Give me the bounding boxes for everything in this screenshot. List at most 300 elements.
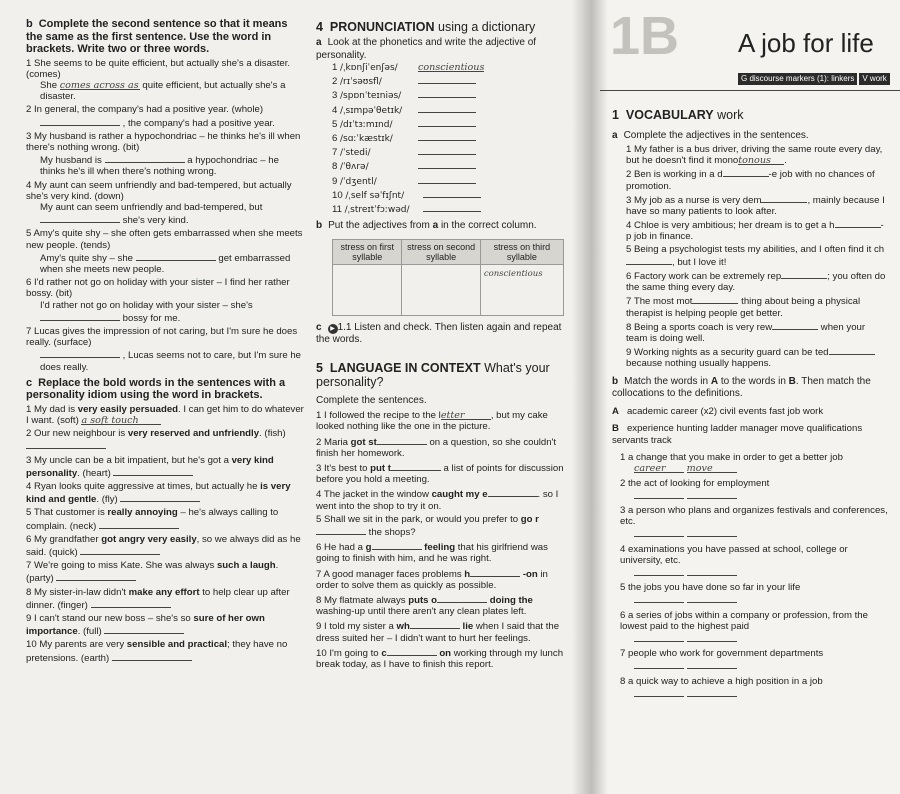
phonetic-row (332, 117, 564, 131)
sentence-end: the shops? (366, 527, 416, 539)
item-number: 5 (316, 513, 325, 525)
adjective-blank[interactable] (418, 74, 476, 84)
answer-start: My husband is (40, 155, 105, 167)
language-item (316, 567, 564, 591)
sentence-end: , so we always did as he said. (quick) (26, 533, 301, 559)
collocation-blank-1[interactable] (634, 659, 684, 669)
item-number: 6 (332, 133, 341, 145)
sentence-end: . (fly) (96, 494, 121, 506)
bold-phrase: very kind personality (26, 454, 274, 479)
bold-phrase: c (381, 647, 387, 659)
idiom-blank[interactable] (99, 519, 179, 529)
adjective-blank[interactable]: tonous (738, 155, 784, 165)
exercise-c-item (26, 560, 304, 584)
exercise-b-item (26, 228, 304, 275)
word-blank[interactable] (470, 567, 520, 577)
idiom-blank[interactable] (112, 651, 192, 661)
item-number: 3 (26, 454, 35, 466)
stress-header-1: stress on first syllable (333, 239, 402, 264)
bold-phrase: is very kind and gentle (26, 481, 291, 506)
answer-start: My aunt can seem unfriendly and bad-tempered, but (40, 201, 263, 213)
exercise-b-answer (26, 251, 304, 275)
sentence-start: The most mot (633, 296, 693, 308)
item-number: 11 (332, 204, 345, 216)
definition-item (620, 452, 888, 474)
exercise-b-item (26, 326, 304, 373)
sentence-start: My dad is (34, 403, 78, 415)
exercise-b-question (26, 326, 304, 348)
phonetic-text: /rɪˈsəʊsfl/ (340, 77, 382, 88)
collocation-blank-2[interactable] (687, 632, 737, 642)
bold-phrase: sensible and practical (126, 639, 228, 651)
stress-cell-1[interactable] (333, 264, 402, 315)
word-blank[interactable] (437, 593, 487, 603)
sentence-end: on a question, so she couldn't finish her homework. (316, 436, 557, 459)
definitions-list (612, 452, 888, 700)
definition-text: the act of looking for employment (628, 477, 770, 489)
item-number: 6 (316, 542, 325, 554)
vocabulary-section (612, 108, 888, 700)
item-number: 8 (316, 595, 325, 607)
exercise-c-item (26, 534, 304, 558)
sentence-end: ; they have no pretensions. (earth) (26, 639, 288, 664)
answer-end: bossy for me. (120, 312, 181, 324)
phonetic-row (332, 88, 564, 102)
answer-blank[interactable] (40, 311, 120, 321)
sentence-end: . (784, 155, 787, 167)
collocation-blank-2[interactable] (687, 687, 737, 697)
phonetic-text: /ˌsɪmpəˈθetɪk/ (340, 105, 403, 116)
audio-track-icon[interactable]: ▶ (328, 324, 338, 334)
vocab-item (626, 294, 888, 318)
language-item (316, 435, 564, 459)
item-number: 2 (620, 477, 629, 489)
item-number: 2 (332, 76, 341, 88)
phonetic-row (332, 202, 564, 216)
exercise-b-item (26, 104, 304, 128)
bold-phrase: wh (396, 621, 410, 633)
adjective-blank[interactable] (418, 145, 476, 155)
exercise-b-item (26, 58, 304, 103)
answer-blank[interactable] (40, 213, 120, 223)
language-item (316, 514, 564, 538)
item-number: 9 (332, 175, 341, 187)
idiom-blank[interactable]: a soft touch (81, 415, 161, 425)
vocab-items (612, 144, 888, 370)
definition-item (620, 676, 888, 700)
item-number: 7 (620, 648, 629, 660)
sentence-start: Our new neighbour is (34, 428, 128, 440)
item-number: 7 (26, 560, 35, 572)
item-number: 1 (332, 62, 341, 73)
answer-end: she's very kind. (120, 215, 189, 227)
phonetic-row (332, 145, 564, 159)
bold-phrase-end: feeling (421, 542, 456, 554)
sentence-start: It's best to (324, 463, 371, 475)
exercise-b-item (26, 277, 304, 324)
phonetic-text: /spɒnˈteɪniəs/ (340, 91, 402, 102)
item-number: 8 (26, 586, 35, 598)
bold-phrase: such a laugh (216, 560, 276, 572)
answer-blank[interactable] (136, 251, 216, 261)
sentence-start: I can't stand our new boss – she's so (34, 613, 194, 625)
question-text: I'd rather not go on holiday with your sister – I find her rather bossy. (bit) (26, 277, 290, 300)
vocab-tag: V work (859, 73, 889, 85)
phonetics-list (316, 62, 564, 216)
word-blank[interactable] (391, 461, 441, 471)
pronunciation-a-instruction: a Look at the phonetics and write the adjective of personality. (316, 37, 537, 61)
exercise-b-answer (26, 80, 304, 102)
sentence-end: . I can get him to do whatever I want. (soft) (26, 403, 304, 426)
phonetic-text: /dɪˈtɜːmɪnd/ (340, 119, 393, 130)
item-number: 8 (620, 675, 629, 687)
sentence-end: . so I went into the shop to try it on. (316, 489, 559, 512)
sentence-start: That customer is (33, 507, 108, 519)
bold-phrase: got angry very easily (101, 533, 197, 545)
phonetic-row (332, 188, 564, 202)
definition-item (620, 544, 888, 580)
idiom-blank[interactable] (91, 598, 171, 608)
adjective-blank[interactable] (418, 117, 476, 127)
adjective-blank[interactable] (626, 255, 672, 265)
sentence-start: Being a psychologist tests my abilities, and I often find it ch (634, 243, 885, 255)
bold-phrase: put t (370, 463, 391, 475)
item-number: 3 (620, 504, 629, 516)
phonetic-row (332, 174, 564, 188)
item-number: 8 (332, 161, 341, 173)
word-blank[interactable] (387, 646, 437, 656)
item-number: 10 (316, 647, 330, 659)
vocab-item (626, 218, 888, 242)
bold-phrase-end: on (436, 647, 452, 659)
sentence-end: a list of points for discussion before you hold a meeting. (316, 463, 564, 486)
grammar-tag: G discourse markers (1): linkers (738, 73, 857, 85)
answer-end: a hypochondriac – he thinks he's ill when there's nothing wrong. (40, 155, 279, 178)
collocation-blank-1[interactable] (634, 527, 684, 537)
exercise-b-question (26, 58, 304, 80)
item-number: 4 (332, 104, 341, 116)
exercise-c-item (26, 613, 304, 637)
sentence-start: A good manager faces problems (323, 568, 465, 580)
vocab-item (626, 269, 888, 293)
vocab-item (626, 244, 888, 268)
exercise-c-item (26, 428, 304, 452)
adjective-blank[interactable] (781, 269, 827, 279)
language-in-context-heading: 5 LANGUAGE IN CONTEXT What's your personality? (316, 361, 550, 390)
adjective-blank[interactable] (723, 167, 769, 177)
sentence-end: because nothing usually happens. (626, 358, 772, 370)
question-text: Amy's quite shy – she often gets embarrassed when she meets new people. (tends) (26, 228, 303, 251)
item-number: 5 (26, 228, 34, 240)
exercise-b-answer (26, 348, 304, 372)
collocation-blank-2[interactable] (687, 566, 737, 576)
bold-phrase: caught my e (431, 489, 488, 501)
definition-text: a person who plans and organizes festivals and conferences, etc. (620, 504, 888, 528)
item-number: 3 (332, 90, 341, 102)
sentence-start: Factory work can be extremely rep (634, 271, 782, 283)
word-blank[interactable] (488, 487, 538, 497)
sentence-start: My flatmate always (324, 595, 409, 607)
adjective-blank[interactable] (418, 131, 476, 141)
sentence-start: Maria (324, 436, 351, 448)
language-item (316, 646, 564, 670)
adjective-blank[interactable] (418, 159, 476, 169)
vocab-b-instruction: b Match the words in A to the words in B. Then match the collocations to the definitions. (612, 375, 871, 399)
adjective-blank[interactable] (835, 218, 881, 228)
sentence-start: Being a sports coach is very rew (634, 321, 773, 333)
vocab-item (626, 320, 888, 344)
header-rule (600, 90, 900, 91)
adjective-blank[interactable] (423, 202, 481, 212)
sentence-start: My uncle can be a bit impatient, but he's got a (34, 454, 232, 466)
idiom-blank[interactable] (120, 492, 200, 502)
collocation-blank-2[interactable]: move (687, 463, 737, 473)
item-number: 7 (316, 568, 324, 580)
language-item (316, 410, 564, 432)
sentence-start: I told my sister a (324, 621, 397, 633)
word-box-b: B experience hunting ladder manager move qualifications servants track (612, 423, 863, 446)
right-page-content (588, 0, 900, 794)
exercise-c-item (26, 507, 304, 531)
sentence-start: The jacket in the window (323, 489, 432, 501)
language-items (316, 410, 564, 670)
definition-item (620, 648, 888, 672)
sentence-end: ; you often do the same thing every day. (626, 271, 886, 294)
item-number: 1 (626, 144, 635, 155)
item-number: 7 (332, 147, 341, 159)
item-number: 4 (316, 489, 324, 501)
phonetic-text: /ˈstedi/ (340, 148, 371, 159)
unit-tags (738, 73, 892, 85)
exercise-b-item (26, 131, 304, 178)
collocation-blank-1[interactable]: career (634, 463, 684, 473)
item-number: 6 (626, 271, 635, 283)
sentence-end: -e job with no chances of promotion. (626, 169, 875, 192)
answer-start: She (40, 79, 60, 91)
language-item (316, 593, 564, 617)
answer-blank[interactable] (40, 116, 120, 126)
collocation-blank-2[interactable] (687, 527, 737, 537)
item-number: 10 (26, 639, 40, 651)
word-box-a: A academic career (x2) civil events fast job work (612, 405, 824, 417)
vocabulary-heading: 1 VOCABULARY work (612, 108, 744, 122)
bold-phrase-end: doing the (487, 595, 533, 607)
sentence-end: . (party) (26, 560, 279, 585)
item-number: 1 (316, 410, 325, 422)
exercise-b-question (26, 180, 304, 202)
sentence-start: Ben is working in a d (634, 169, 723, 181)
word-blank[interactable] (316, 525, 366, 535)
collocation-answer (620, 566, 888, 579)
sentence-end: -p job in finance. (626, 220, 884, 243)
language-item (316, 487, 564, 511)
collocation-answer (620, 687, 888, 700)
exercise-b-item (26, 180, 304, 227)
phonetic-row (332, 131, 564, 145)
stress-table (332, 239, 564, 316)
answer-end: quite efficient, but actually she's a disaster. (40, 79, 286, 103)
item-number: 2 (626, 169, 635, 181)
exercise-c-item (26, 481, 304, 505)
exercise-c-item (26, 455, 304, 479)
bold-phrase: h (464, 568, 471, 580)
stress-cell-3[interactable]: conscientious (480, 264, 563, 315)
definition-text: a change that you make in order to get a better job (628, 452, 843, 464)
exercise-c-item (26, 404, 304, 426)
adjective-blank[interactable] (423, 188, 481, 198)
idiom-blank[interactable] (80, 545, 160, 555)
answer-start: Amy's quite shy – she (40, 252, 136, 264)
definition-item (620, 582, 888, 606)
collocation-blank-2[interactable] (687, 593, 737, 603)
bold-phrase: really annoying (107, 507, 178, 519)
word-blank[interactable]: etter (441, 410, 491, 420)
exercise-b-question (26, 228, 304, 250)
vocab-a-instruction: a Complete the adjectives in the sentences. (612, 130, 809, 141)
phonetic-text: /ˌkɒnʃiˈenʃəs/ (340, 63, 398, 73)
adjective-blank[interactable]: conscientious (418, 62, 485, 73)
item-number: 6 (620, 609, 629, 621)
definition-text: a series of jobs within a company or profession, from the lowest paid to the highest paid (620, 609, 868, 632)
vocab-item (626, 144, 888, 166)
exercise-b-question (26, 277, 304, 299)
sentence-end: , but I love it! (672, 256, 727, 268)
collocation-blank-2[interactable] (687, 659, 737, 669)
adjective-blank[interactable] (772, 320, 818, 330)
collocation-blank-1[interactable] (634, 566, 684, 576)
exercise-b-question (26, 104, 304, 115)
sentence-end: to help clear up after dinner. (finger) (26, 586, 290, 611)
exercise-b-items (26, 58, 304, 373)
word-blank[interactable] (372, 540, 422, 550)
idiom-blank[interactable] (26, 439, 106, 449)
sentence-start: I followed the recipe to the l (324, 410, 441, 422)
definition-text: the jobs you have done so far in your life (628, 582, 801, 594)
collocation-answer (620, 659, 888, 672)
answer-blank[interactable] (105, 153, 185, 163)
sentence-start: He had a (324, 542, 366, 554)
left-column (26, 18, 304, 664)
bold-phrase: very reserved and unfriendly (127, 428, 260, 440)
bold-phrase: got st (350, 436, 377, 448)
definition-text: examinations you have passed at school, college or university, etc. (620, 543, 848, 566)
phonetic-row (332, 103, 564, 117)
sentence-start: My job as a nurse is very dem (634, 194, 762, 206)
answer-blank[interactable] (40, 348, 120, 358)
item-number: 7 (626, 296, 634, 308)
sentence-start: Ryan looks quite aggressive at times, but actually he (34, 481, 261, 492)
item-number: 9 (626, 347, 635, 359)
idiom-blank[interactable] (113, 466, 193, 476)
sentence-start: My parents are very (39, 639, 127, 651)
word-blank[interactable] (377, 435, 427, 445)
phonetic-row (332, 159, 564, 173)
exercise-b-answer (26, 202, 304, 226)
sentence-end: thing about being a physical therapist is helping people get better. (626, 296, 861, 319)
vocab-item (626, 345, 888, 369)
item-number: 6 (26, 277, 35, 289)
exercise-c-item (26, 639, 304, 663)
phonetic-text: /ˌstreɪtˈfɔːwəd/ (344, 205, 410, 216)
definition-item (620, 505, 888, 541)
adjective-blank[interactable] (418, 88, 476, 98)
stress-cell-2[interactable] (402, 264, 480, 315)
item-number: 4 (626, 220, 635, 232)
adjective-blank[interactable] (829, 345, 875, 355)
sentence-end: . (fish) (259, 428, 286, 440)
item-number: 1 (620, 452, 629, 464)
exercise-b-answer (26, 116, 304, 129)
word-blank[interactable] (410, 619, 460, 629)
answer-start: I'd rather not go on holiday with your sister – she's (40, 299, 253, 311)
idiom-blank[interactable] (104, 624, 184, 634)
collocation-blank-2[interactable] (687, 489, 737, 499)
stress-header-2: stress on second syllable (402, 239, 480, 264)
phonetic-text: /ˌself səˈfɪʃnt/ (345, 190, 405, 201)
collocation-blank-1[interactable] (634, 593, 684, 603)
item-number: 5 (26, 507, 34, 519)
sentence-end: . (full) (77, 626, 105, 638)
item-number: 1 (26, 57, 35, 69)
adjective-blank[interactable] (761, 193, 807, 203)
sentence-end: when your team is doing well. (626, 321, 866, 345)
adjective-blank[interactable] (418, 103, 476, 113)
phonetic-text: /ˈdʒentl/ (340, 176, 377, 187)
language-item (316, 461, 564, 485)
collocation-blank-1[interactable] (634, 489, 684, 499)
sentence-end: that his girlfriend was going to finish with him, and he was right. (316, 542, 548, 565)
phonetic-row (332, 62, 564, 74)
item-number: 4 (26, 481, 35, 492)
vocab-item (626, 193, 888, 217)
phonetic-row (332, 74, 564, 88)
question-text: In general, the company's had a positive year. (whole) (34, 104, 264, 116)
exercise-b-answer (26, 153, 304, 177)
item-number: 7 (26, 325, 35, 337)
sentence-end: , but my cake looked nothing like the one in the picture. (316, 410, 548, 433)
item-number: 3 (316, 463, 325, 475)
sentence-end: working through my lunch break today, as I have to finish this report. (316, 647, 564, 671)
answer-end: , Lucas seems not to care, but I'm sure he does really. (40, 350, 302, 373)
adjective-blank[interactable] (418, 174, 476, 184)
definition-item (620, 610, 888, 646)
definition-item (620, 478, 888, 502)
exercise-b-answer (26, 300, 304, 324)
bold-phrase: g (365, 542, 372, 554)
pronunciation-b-instruction: b Put the adjectives from a in the correct column. (316, 220, 537, 232)
stress-header-3: stress on third syllable (480, 239, 563, 264)
answer-end: get embarrassed when she meets new people. (40, 252, 291, 275)
language-item (316, 619, 564, 643)
collocation-blank-1[interactable] (634, 687, 684, 697)
item-number: 3 (26, 130, 35, 142)
sentence-end: – he's always calling to complain. (neck) (26, 507, 279, 532)
question-text: She seems to be quite efficient, but actually she's a disaster. (comes) (26, 57, 291, 80)
pronunciation-c-instruction: c ▶ 1.1 Listen and check. Then listen again and repeat the words. (316, 321, 562, 345)
collocation-blank-1[interactable] (634, 632, 684, 642)
unit-number: 1B (610, 6, 680, 66)
definition-text: people who work for government departments (628, 648, 824, 660)
adjective-blank[interactable] (692, 294, 738, 304)
question-text: My husband is rather a hypochondriac – he thinks he's ill when there's nothing wrong. (bit) (26, 130, 301, 153)
answer-end: , the company's had a positive year. (120, 117, 275, 129)
bold-phrase: sure of her own importance (26, 613, 265, 638)
sentence-start: We're going to miss Kate. She was always (34, 560, 217, 572)
item-number: 2 (316, 436, 325, 448)
exercise-b-heading: b Complete the second sentence so that it means the same as the first sentence. Use the word in brackets. Write two or three words. (26, 18, 288, 55)
answer-blank[interactable]: comes across as (59, 79, 139, 91)
idiom-blank[interactable] (56, 571, 136, 581)
